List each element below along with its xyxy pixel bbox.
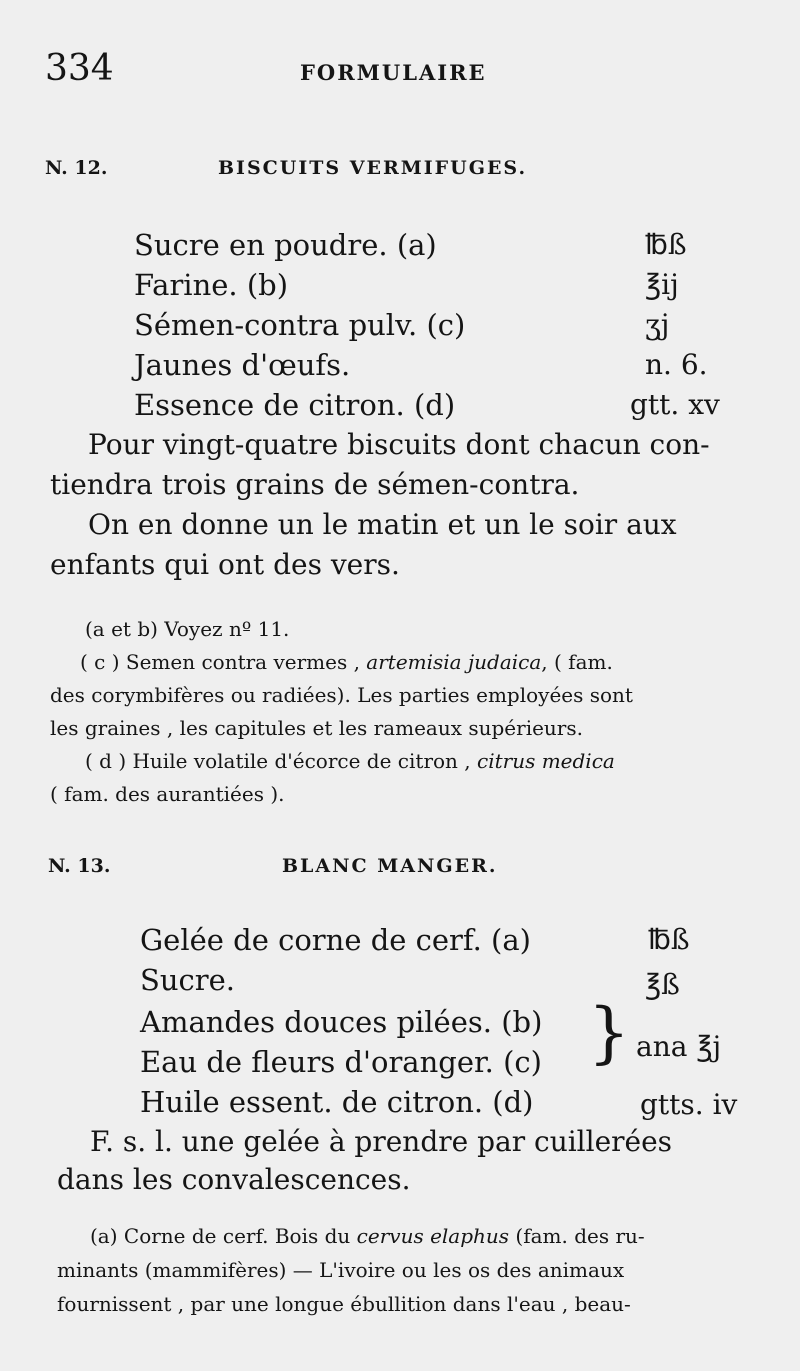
ingredient-quantity: ℥ß <box>645 968 680 1001</box>
footnote: minants (mammifères) — L'ivoire ou les os des animaux <box>57 1258 625 1282</box>
ingredient-name: Huile essent. de citron. (d) <box>140 1085 534 1119</box>
footnote: ( d ) Huile volatile d'écorce de citron , citrus medica <box>85 749 615 773</box>
ingredient-name: Eau de fleurs d'oranger. (c) <box>140 1045 542 1079</box>
ingredient-name: Amandes douces pilées. (b) <box>140 1005 543 1039</box>
recipe-text: Pour vingt-quatre biscuits dont chacun con- <box>88 428 710 461</box>
ingredient-name: Sémen-contra pulv. (c) <box>134 308 466 342</box>
page-number: 334 <box>45 48 114 89</box>
brace-glyph: } <box>588 994 630 1071</box>
ingredient-quantity: ℔ß <box>648 923 690 956</box>
recipe-number: N. 13. <box>48 855 111 877</box>
ingredient-quantity: ℔ß <box>645 228 687 261</box>
recipe-title: BISCUITS VERMIFUGES. <box>218 157 528 179</box>
footnote: ( fam. des aurantiées ). <box>50 782 285 806</box>
ingredient-name: Gelée de corne de cerf. (a) <box>140 923 531 957</box>
ingredient-name: Sucre. <box>140 963 236 997</box>
recipe-text: tiendra trois grains de sémen-contra. <box>50 468 580 501</box>
ingredient-quantity: n. 6. <box>645 348 708 381</box>
ingredient-quantity: gtts. iv <box>640 1088 738 1121</box>
ingredient-name: Jaunes d'œufs. <box>134 348 351 382</box>
ingredient-quantity: ʒj <box>645 308 670 341</box>
recipe-text: On en donne un le matin et un le soir aux <box>88 508 677 541</box>
recipe-number: N. 12. <box>45 157 108 179</box>
ingredient-name: Essence de citron. (d) <box>134 388 456 422</box>
recipe-text: dans les convalescences. <box>57 1163 411 1196</box>
footnote: fournissent , par une longue ébullition dans l'eau , beau- <box>57 1292 631 1316</box>
ingredient-quantity: ℥ij <box>645 268 679 301</box>
ingredient-name: Farine. (b) <box>134 268 289 302</box>
ingredient-name: Sucre en poudre. (a) <box>134 228 437 262</box>
running-title: FORMULAIRE <box>300 60 487 85</box>
footnote: (a et b) Voyez nº 11. <box>85 617 290 641</box>
recipe-title: BLANC MANGER. <box>282 855 498 877</box>
ingredient-quantity: gtt. xv <box>630 388 720 421</box>
ingredient-quantity: ana ℥j <box>636 1030 722 1063</box>
footnote: ( c ) Semen contra vermes , artemisia judaica, ( fam. <box>80 650 613 674</box>
footnote: les graines , les capitules et les rameaux supérieurs. <box>50 716 583 740</box>
footnote: (a) Corne de cerf. Bois du cervus elaphus (fam. des ru- <box>90 1224 645 1248</box>
footnote: des corymbifères ou radiées). Les parties employées sont <box>50 683 633 707</box>
recipe-text: F. s. l. une gelée à prendre par cuillerées <box>90 1125 673 1158</box>
recipe-text: enfants qui ont des vers. <box>50 548 400 581</box>
